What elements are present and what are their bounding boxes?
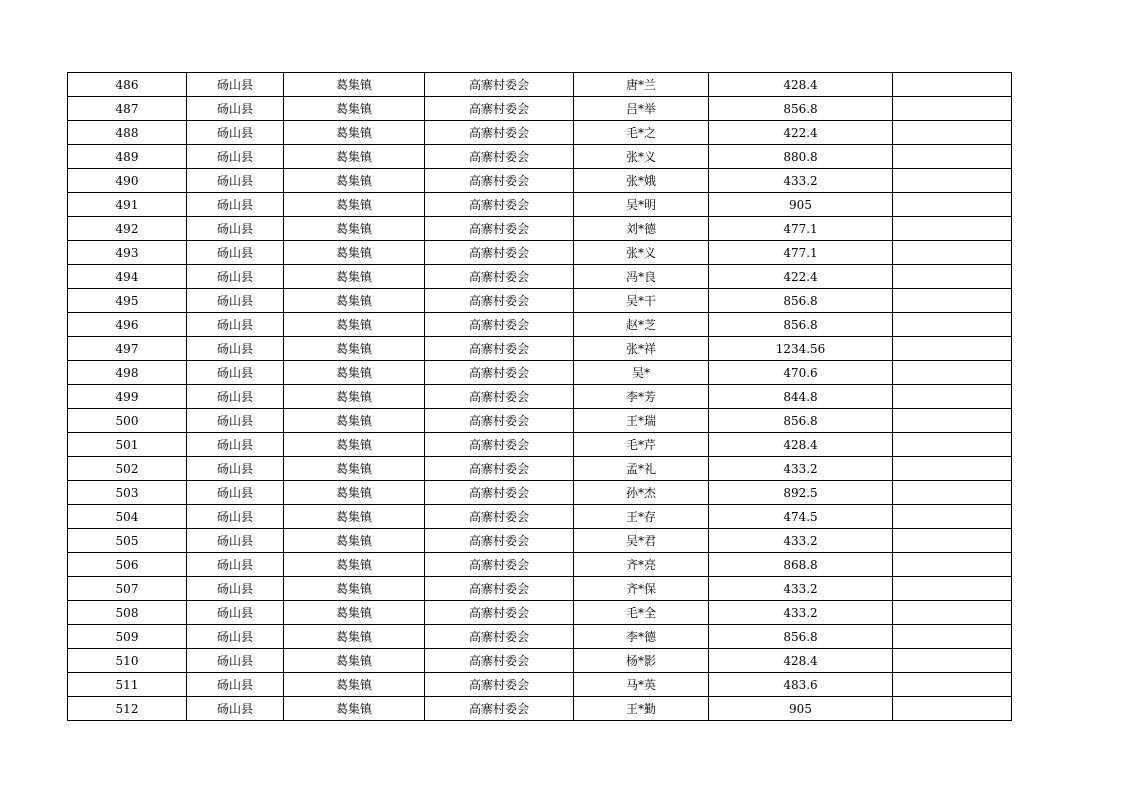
village-cell: 高寨村委会 — [425, 145, 574, 169]
amount-cell: 868.8 — [709, 553, 893, 577]
name-cell: 吕*举 — [574, 97, 709, 121]
county-cell: 砀山县 — [187, 337, 284, 361]
note-cell — [893, 337, 1012, 361]
county-cell: 砀山县 — [187, 97, 284, 121]
town-cell: 葛集镇 — [284, 169, 425, 193]
note-cell — [893, 313, 1012, 337]
note-cell — [893, 505, 1012, 529]
village-cell: 高寨村委会 — [425, 673, 574, 697]
county-cell: 砀山县 — [187, 673, 284, 697]
name-cell: 孙*杰 — [574, 481, 709, 505]
note-cell — [893, 121, 1012, 145]
town-cell: 葛集镇 — [284, 505, 425, 529]
note-cell — [893, 649, 1012, 673]
county-cell: 砀山县 — [187, 169, 284, 193]
serial-number-cell: 489 — [68, 145, 187, 169]
table-row — [68, 505, 1012, 529]
village-cell: 高寨村委会 — [425, 625, 574, 649]
county-cell: 砀山县 — [187, 433, 284, 457]
village-cell: 高寨村委会 — [425, 409, 574, 433]
table-row — [68, 121, 1012, 145]
amount-cell: 905 — [709, 697, 893, 721]
name-cell: 马*英 — [574, 673, 709, 697]
amount-cell: 428.4 — [709, 433, 893, 457]
serial-number-cell: 488 — [68, 121, 187, 145]
table-row — [68, 145, 1012, 169]
serial-number-cell: 503 — [68, 481, 187, 505]
county-cell: 砀山县 — [187, 313, 284, 337]
table-row — [68, 241, 1012, 265]
amount-cell: 433.2 — [709, 457, 893, 481]
county-cell: 砀山县 — [187, 121, 284, 145]
amount-cell: 856.8 — [709, 313, 893, 337]
village-cell: 高寨村委会 — [425, 577, 574, 601]
note-cell — [893, 553, 1012, 577]
serial-number-cell: 505 — [68, 529, 187, 553]
serial-number-cell: 511 — [68, 673, 187, 697]
table-row — [68, 289, 1012, 313]
county-cell: 砀山县 — [187, 505, 284, 529]
county-cell: 砀山县 — [187, 649, 284, 673]
town-cell: 葛集镇 — [284, 289, 425, 313]
serial-number-cell: 506 — [68, 553, 187, 577]
data-table — [67, 72, 1012, 721]
name-cell: 吴* — [574, 361, 709, 385]
table-row — [68, 553, 1012, 577]
table-row — [68, 649, 1012, 673]
name-cell: 杨*影 — [574, 649, 709, 673]
table-row — [68, 529, 1012, 553]
county-cell: 砀山县 — [187, 145, 284, 169]
note-cell — [893, 433, 1012, 457]
table-row — [68, 265, 1012, 289]
town-cell: 葛集镇 — [284, 625, 425, 649]
table-row — [68, 481, 1012, 505]
county-cell: 砀山县 — [187, 553, 284, 577]
name-cell: 毛*芹 — [574, 433, 709, 457]
note-cell — [893, 265, 1012, 289]
name-cell: 张*娥 — [574, 169, 709, 193]
serial-number-cell: 502 — [68, 457, 187, 481]
town-cell: 葛集镇 — [284, 337, 425, 361]
county-cell: 砀山县 — [187, 265, 284, 289]
village-cell: 高寨村委会 — [425, 73, 574, 97]
note-cell — [893, 697, 1012, 721]
name-cell: 李*德 — [574, 625, 709, 649]
name-cell: 张*义 — [574, 145, 709, 169]
note-cell — [893, 169, 1012, 193]
town-cell: 葛集镇 — [284, 121, 425, 145]
note-cell — [893, 529, 1012, 553]
amount-cell: 856.8 — [709, 97, 893, 121]
amount-cell: 433.2 — [709, 577, 893, 601]
county-cell: 砀山县 — [187, 601, 284, 625]
village-cell: 高寨村委会 — [425, 361, 574, 385]
note-cell — [893, 361, 1012, 385]
village-cell: 高寨村委会 — [425, 217, 574, 241]
note-cell — [893, 673, 1012, 697]
note-cell — [893, 193, 1012, 217]
amount-cell: 477.1 — [709, 241, 893, 265]
serial-number-cell: 512 — [68, 697, 187, 721]
village-cell: 高寨村委会 — [425, 601, 574, 625]
village-cell: 高寨村委会 — [425, 649, 574, 673]
village-cell: 高寨村委会 — [425, 121, 574, 145]
town-cell: 葛集镇 — [284, 433, 425, 457]
name-cell: 齐*保 — [574, 577, 709, 601]
county-cell: 砀山县 — [187, 697, 284, 721]
note-cell — [893, 457, 1012, 481]
name-cell: 孟*礼 — [574, 457, 709, 481]
amount-cell: 856.8 — [709, 289, 893, 313]
serial-number-cell: 507 — [68, 577, 187, 601]
table-row — [68, 457, 1012, 481]
table-row — [68, 217, 1012, 241]
serial-number-cell: 510 — [68, 649, 187, 673]
serial-number-cell: 492 — [68, 217, 187, 241]
table-row — [68, 601, 1012, 625]
village-cell: 高寨村委会 — [425, 433, 574, 457]
note-cell — [893, 289, 1012, 313]
serial-number-cell: 498 — [68, 361, 187, 385]
name-cell: 毛*全 — [574, 601, 709, 625]
note-cell — [893, 73, 1012, 97]
name-cell: 吴*君 — [574, 529, 709, 553]
note-cell — [893, 481, 1012, 505]
town-cell: 葛集镇 — [284, 361, 425, 385]
village-cell: 高寨村委会 — [425, 553, 574, 577]
table-row — [68, 697, 1012, 721]
note-cell — [893, 145, 1012, 169]
amount-cell: 856.8 — [709, 625, 893, 649]
amount-cell: 905 — [709, 193, 893, 217]
county-cell: 砀山县 — [187, 577, 284, 601]
village-cell: 高寨村委会 — [425, 337, 574, 361]
serial-number-cell: 497 — [68, 337, 187, 361]
town-cell: 葛集镇 — [284, 457, 425, 481]
serial-number-cell: 501 — [68, 433, 187, 457]
amount-cell: 856.8 — [709, 409, 893, 433]
village-cell: 高寨村委会 — [425, 529, 574, 553]
county-cell: 砀山县 — [187, 193, 284, 217]
county-cell: 砀山县 — [187, 289, 284, 313]
table-row — [68, 97, 1012, 121]
amount-cell: 433.2 — [709, 529, 893, 553]
amount-cell: 433.2 — [709, 601, 893, 625]
table-row — [68, 73, 1012, 97]
table-row — [68, 409, 1012, 433]
village-cell: 高寨村委会 — [425, 385, 574, 409]
table-row — [68, 577, 1012, 601]
county-cell: 砀山县 — [187, 241, 284, 265]
county-cell: 砀山县 — [187, 409, 284, 433]
note-cell — [893, 625, 1012, 649]
serial-number-cell: 499 — [68, 385, 187, 409]
village-cell: 高寨村委会 — [425, 457, 574, 481]
amount-cell: 477.1 — [709, 217, 893, 241]
serial-number-cell: 491 — [68, 193, 187, 217]
note-cell — [893, 217, 1012, 241]
table-body — [68, 73, 1012, 721]
table-row — [68, 361, 1012, 385]
village-cell: 高寨村委会 — [425, 193, 574, 217]
town-cell: 葛集镇 — [284, 577, 425, 601]
note-cell — [893, 97, 1012, 121]
town-cell: 葛集镇 — [284, 241, 425, 265]
note-cell — [893, 385, 1012, 409]
town-cell: 葛集镇 — [284, 97, 425, 121]
town-cell: 葛集镇 — [284, 529, 425, 553]
county-cell: 砀山县 — [187, 361, 284, 385]
name-cell: 毛*之 — [574, 121, 709, 145]
table-row — [68, 193, 1012, 217]
name-cell: 王*存 — [574, 505, 709, 529]
county-cell: 砀山县 — [187, 625, 284, 649]
village-cell: 高寨村委会 — [425, 241, 574, 265]
town-cell: 葛集镇 — [284, 385, 425, 409]
amount-cell: 428.4 — [709, 649, 893, 673]
village-cell: 高寨村委会 — [425, 289, 574, 313]
town-cell: 葛集镇 — [284, 649, 425, 673]
name-cell: 张*义 — [574, 241, 709, 265]
town-cell: 葛集镇 — [284, 313, 425, 337]
note-cell — [893, 409, 1012, 433]
amount-cell: 422.4 — [709, 265, 893, 289]
name-cell: 齐*亮 — [574, 553, 709, 577]
amount-cell: 892.5 — [709, 481, 893, 505]
amount-cell: 422.4 — [709, 121, 893, 145]
note-cell — [893, 241, 1012, 265]
amount-cell: 428.4 — [709, 73, 893, 97]
note-cell — [893, 601, 1012, 625]
serial-number-cell: 490 — [68, 169, 187, 193]
name-cell: 刘*德 — [574, 217, 709, 241]
town-cell: 葛集镇 — [284, 265, 425, 289]
town-cell: 葛集镇 — [284, 217, 425, 241]
serial-number-cell: 494 — [68, 265, 187, 289]
name-cell: 王*勤 — [574, 697, 709, 721]
town-cell: 葛集镇 — [284, 481, 425, 505]
serial-number-cell: 493 — [68, 241, 187, 265]
serial-number-cell: 486 — [68, 73, 187, 97]
town-cell: 葛集镇 — [284, 193, 425, 217]
table-row — [68, 433, 1012, 457]
amount-cell: 483.6 — [709, 673, 893, 697]
village-cell: 高寨村委会 — [425, 697, 574, 721]
town-cell: 葛集镇 — [284, 145, 425, 169]
county-cell: 砀山县 — [187, 481, 284, 505]
table-row — [68, 313, 1012, 337]
amount-cell: 474.5 — [709, 505, 893, 529]
amount-cell: 880.8 — [709, 145, 893, 169]
amount-cell: 433.2 — [709, 169, 893, 193]
name-cell: 李*芳 — [574, 385, 709, 409]
town-cell: 葛集镇 — [284, 73, 425, 97]
name-cell: 唐*兰 — [574, 73, 709, 97]
table-row — [68, 337, 1012, 361]
name-cell: 吴*明 — [574, 193, 709, 217]
serial-number-cell: 508 — [68, 601, 187, 625]
village-cell: 高寨村委会 — [425, 313, 574, 337]
village-cell: 高寨村委会 — [425, 481, 574, 505]
serial-number-cell: 495 — [68, 289, 187, 313]
county-cell: 砀山县 — [187, 217, 284, 241]
serial-number-cell: 504 — [68, 505, 187, 529]
county-cell: 砀山县 — [187, 529, 284, 553]
county-cell: 砀山县 — [187, 73, 284, 97]
serial-number-cell: 487 — [68, 97, 187, 121]
serial-number-cell: 509 — [68, 625, 187, 649]
town-cell: 葛集镇 — [284, 553, 425, 577]
town-cell: 葛集镇 — [284, 697, 425, 721]
name-cell: 冯*良 — [574, 265, 709, 289]
village-cell: 高寨村委会 — [425, 265, 574, 289]
amount-cell: 1234.56 — [709, 337, 893, 361]
town-cell: 葛集镇 — [284, 409, 425, 433]
table-row — [68, 673, 1012, 697]
serial-number-cell: 500 — [68, 409, 187, 433]
county-cell: 砀山县 — [187, 457, 284, 481]
table-row — [68, 625, 1012, 649]
name-cell: 张*祥 — [574, 337, 709, 361]
amount-cell: 844.8 — [709, 385, 893, 409]
name-cell: 吴*干 — [574, 289, 709, 313]
amount-cell: 470.6 — [709, 361, 893, 385]
table-row — [68, 169, 1012, 193]
village-cell: 高寨村委会 — [425, 97, 574, 121]
village-cell: 高寨村委会 — [425, 505, 574, 529]
name-cell: 王*瑞 — [574, 409, 709, 433]
town-cell: 葛集镇 — [284, 601, 425, 625]
note-cell — [893, 577, 1012, 601]
county-cell: 砀山县 — [187, 385, 284, 409]
serial-number-cell: 496 — [68, 313, 187, 337]
table-row — [68, 385, 1012, 409]
village-cell: 高寨村委会 — [425, 169, 574, 193]
town-cell: 葛集镇 — [284, 673, 425, 697]
name-cell: 赵*芝 — [574, 313, 709, 337]
